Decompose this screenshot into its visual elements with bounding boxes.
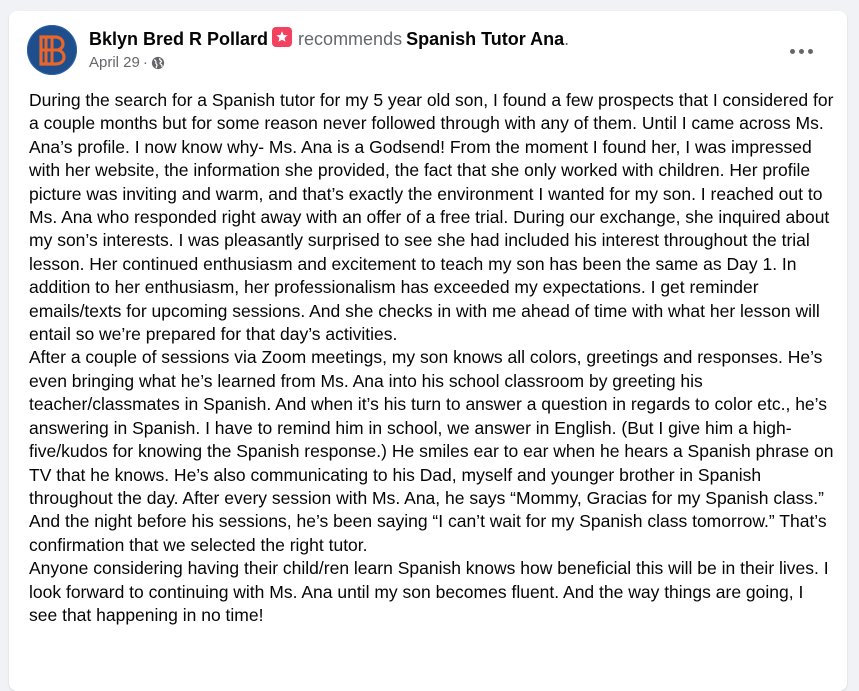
avatar[interactable] bbox=[27, 25, 77, 75]
author-name-link[interactable]: Bklyn Bred R Pollard bbox=[89, 29, 269, 49]
recommended-page-link[interactable]: Spanish Tutor Ana bbox=[406, 29, 565, 49]
recommendation-post-card bbox=[9, 11, 847, 691]
post-header bbox=[27, 25, 831, 77]
meta-separator: · bbox=[142, 54, 148, 71]
post-attribution bbox=[89, 27, 569, 71]
post-paragraph-3: Anyone considering having their child/ren learn Spanish knows how beneficial this will be in their lives. I look forward to continuing with Ms. Ana until my son becomes fluent. And the way things are going, I see that happening in no time! bbox=[29, 558, 829, 625]
globe-icon[interactable] bbox=[151, 56, 165, 70]
more-options-icon bbox=[790, 49, 795, 54]
post-date-link[interactable]: April 29 bbox=[89, 54, 140, 71]
trailing-period: . bbox=[564, 29, 570, 49]
recommends-text: recommends bbox=[298, 29, 403, 49]
more-options-button[interactable] bbox=[783, 37, 819, 65]
avatar-monogram-icon bbox=[27, 25, 77, 75]
post-paragraph-2: After a couple of sessions via Zoom meetings, my son knows all colors, greetings and responses. He’s even bringing what he’s learned from Ms. Ana into his school classroom by greeting his teacher/classmates in Spanish. And when it’s his turn to answer a question in regards to color etc., he’s answering in Spanish. I have to remind him in school, we answer in English. (But I give him a high-five/kudos for knowing the Spanish response.) He smiles ear to ear when he hears a Spanish phrase on TV that he knows. He’s also communicating to his Dad, myself and younger brother in Spanish throughout the day. After every session with Ms. Ana, he says “Mommy, Gracias for my Spanish class.” And the night before his sessions, he’s been saying “I can’t wait for my Spanish class tomorrow.” That’s confirmation that we selected the right tutor. bbox=[29, 347, 834, 555]
recommendation-star-icon bbox=[272, 27, 292, 47]
post-body bbox=[29, 89, 835, 627]
post-paragraph-1: During the search for a Spanish tutor for my 5 year old son, I found a few prospects that I considered for a couple months but for some reason never followed through with any of them. Until I came across Ms. Ana’s profile. I now know why- Ms. Ana is a Godsend! From the moment I found her, I was impressed with her website, the information she provided, the fact that she only worked with children. Her profile picture was inviting and warm, and that’s exactly the environment I wanted for my son. I reached out to Ms. Ana who responded right away with an offer of a free trial. During our exchange, she inquired about my son’s interests. I was pleasantly surprised to see she had included his interest throughout the trial lesson. Her continued enthusiasm and excitement to teach my son has been the same as Day 1. In addition to her enthusiasm, her professionalism has exceeded my expectations. I get reminder emails/texts for upcoming sessions. And she checks in with me ahead of time with what her lesson will entail so we’re prepared for that day’s activities. bbox=[29, 90, 834, 345]
